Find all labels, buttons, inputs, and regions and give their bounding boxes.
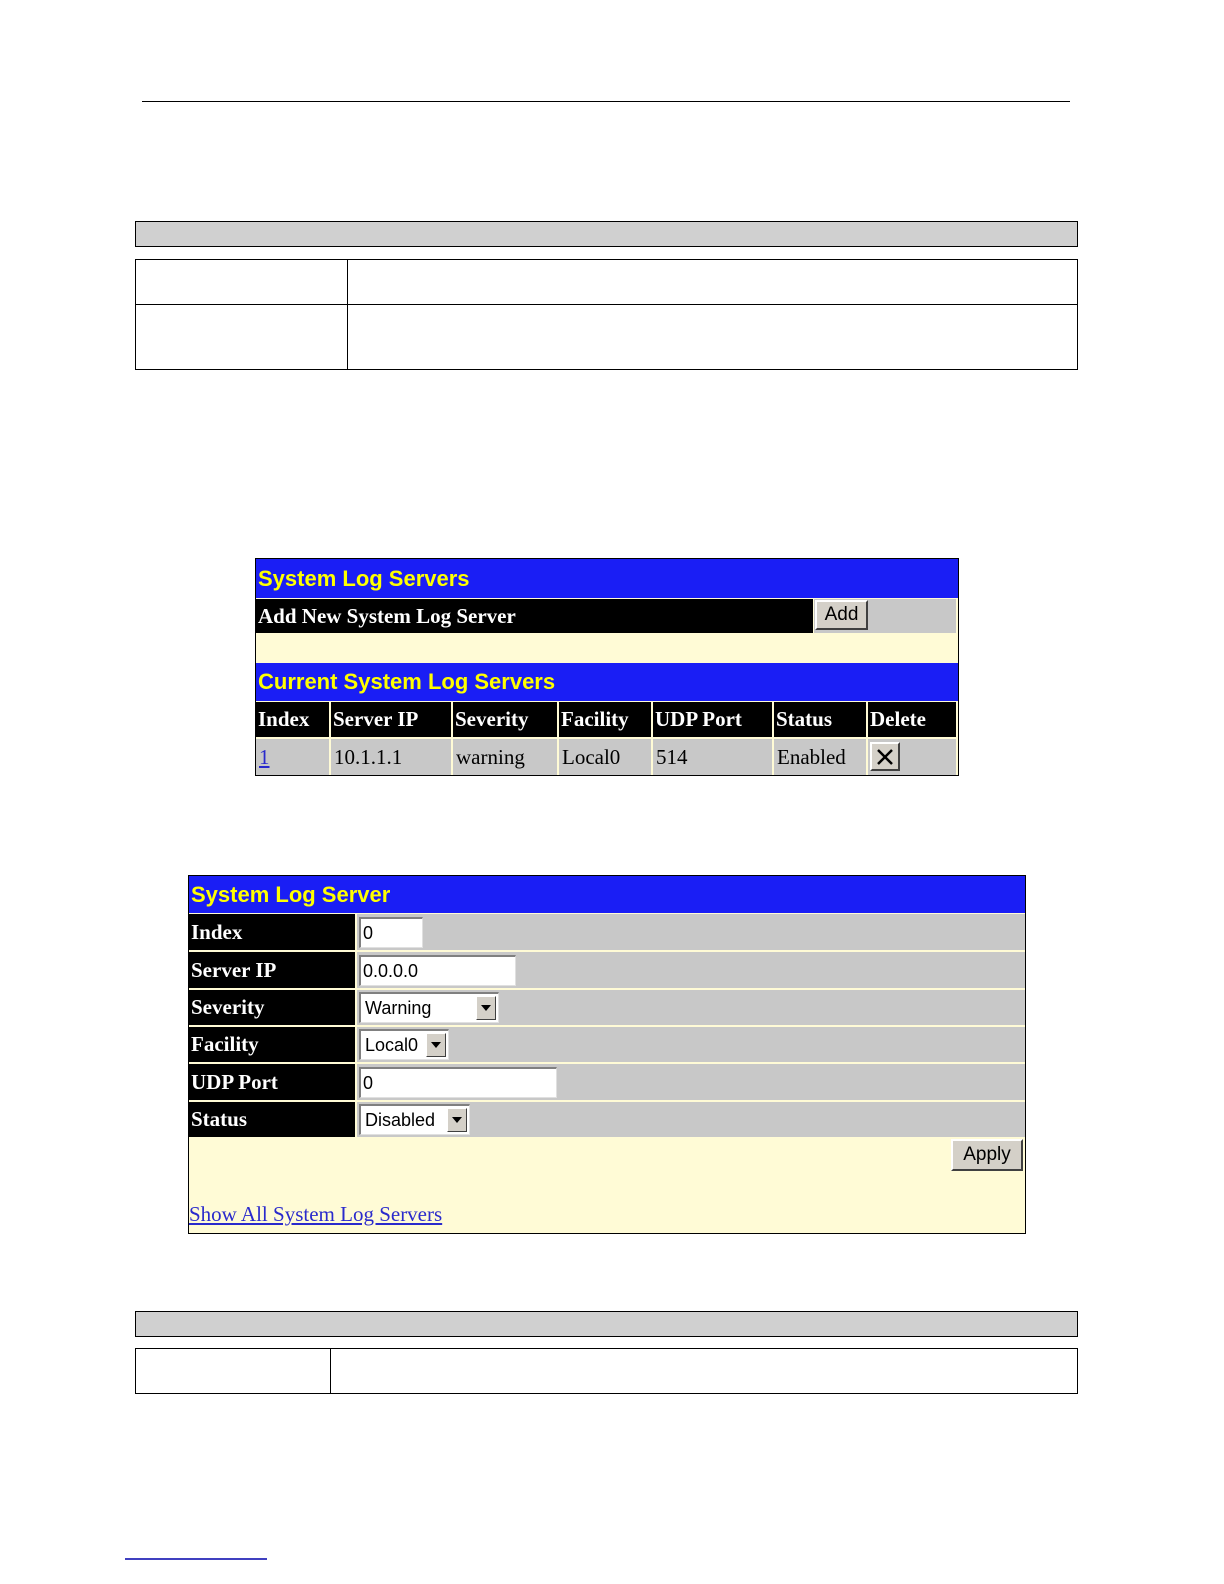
- doc-table-divider: [347, 260, 348, 369]
- facility-label: Facility: [189, 1027, 355, 1062]
- form-title: System Log Server: [189, 876, 1025, 913]
- doc-table-2: [135, 1348, 1078, 1394]
- delete-button[interactable]: [870, 742, 900, 771]
- column-header-facility: Facility: [559, 702, 651, 737]
- show-all-servers-link[interactable]: Show All System Log Servers: [189, 1202, 443, 1226]
- table-cell-delete: [868, 739, 956, 775]
- status-label: Status: [189, 1102, 355, 1137]
- panel-title: System Log Servers: [256, 559, 958, 598]
- apply-button[interactable]: Apply: [951, 1139, 1023, 1171]
- table-cell-facility: Local0: [559, 739, 651, 775]
- udp-port-label: UDP Port: [189, 1064, 355, 1100]
- header-rule: [142, 101, 1070, 102]
- facility-select-value: Local0: [365, 1035, 419, 1055]
- severity-label: Severity: [189, 990, 355, 1025]
- index-label: Index: [189, 914, 355, 950]
- add-server-label: Add New System Log Server: [256, 599, 813, 633]
- severity-select[interactable]: [359, 992, 499, 1023]
- doc-table-row-separator: [136, 304, 1077, 305]
- status-select-value: Disabled: [365, 1110, 436, 1130]
- column-header-status: Status: [774, 702, 866, 737]
- doc-table-divider: [330, 1349, 331, 1393]
- current-servers-title: Current System Log Servers: [256, 663, 958, 701]
- table-row-index-cell: [256, 739, 329, 775]
- facility-value-cell: [357, 1027, 1025, 1062]
- table-cell-server-ip: 10.1.1.1: [331, 739, 451, 775]
- table-cell-status: Enabled: [774, 739, 866, 775]
- add-button[interactable]: Add: [815, 600, 868, 630]
- table-cell-udp-port: 514: [653, 739, 772, 775]
- chevron-down-icon[interactable]: [476, 996, 496, 1020]
- udp-port-input[interactable]: [359, 1067, 557, 1098]
- system-log-server-form: [188, 875, 1026, 1234]
- footer-rule: [125, 1558, 267, 1560]
- x-icon: [874, 746, 896, 768]
- column-header-severity: Severity: [453, 702, 557, 737]
- chevron-down-icon[interactable]: [447, 1108, 467, 1132]
- index-value-cell: [357, 914, 1025, 950]
- row-index-link[interactable]: 1: [259, 745, 270, 769]
- column-header-index: Index: [256, 702, 329, 737]
- index-input[interactable]: [359, 917, 423, 948]
- facility-select[interactable]: [359, 1029, 449, 1060]
- system-log-servers-panel: [255, 558, 959, 776]
- severity-select-value: Warning: [365, 998, 432, 1018]
- server-ip-label: Server IP: [189, 952, 355, 988]
- column-header-udp-port: UDP Port: [653, 702, 772, 737]
- column-header-delete: Delete: [868, 702, 956, 737]
- status-select[interactable]: [359, 1104, 470, 1135]
- chevron-down-icon[interactable]: [426, 1033, 446, 1057]
- doc-table-header-1: [135, 221, 1078, 247]
- column-header-server-ip: Server IP: [331, 702, 451, 737]
- doc-table-1: [135, 259, 1078, 370]
- table-cell-severity: warning: [453, 739, 557, 775]
- server-ip-input[interactable]: [359, 955, 516, 986]
- doc-table-header-2: [135, 1311, 1078, 1337]
